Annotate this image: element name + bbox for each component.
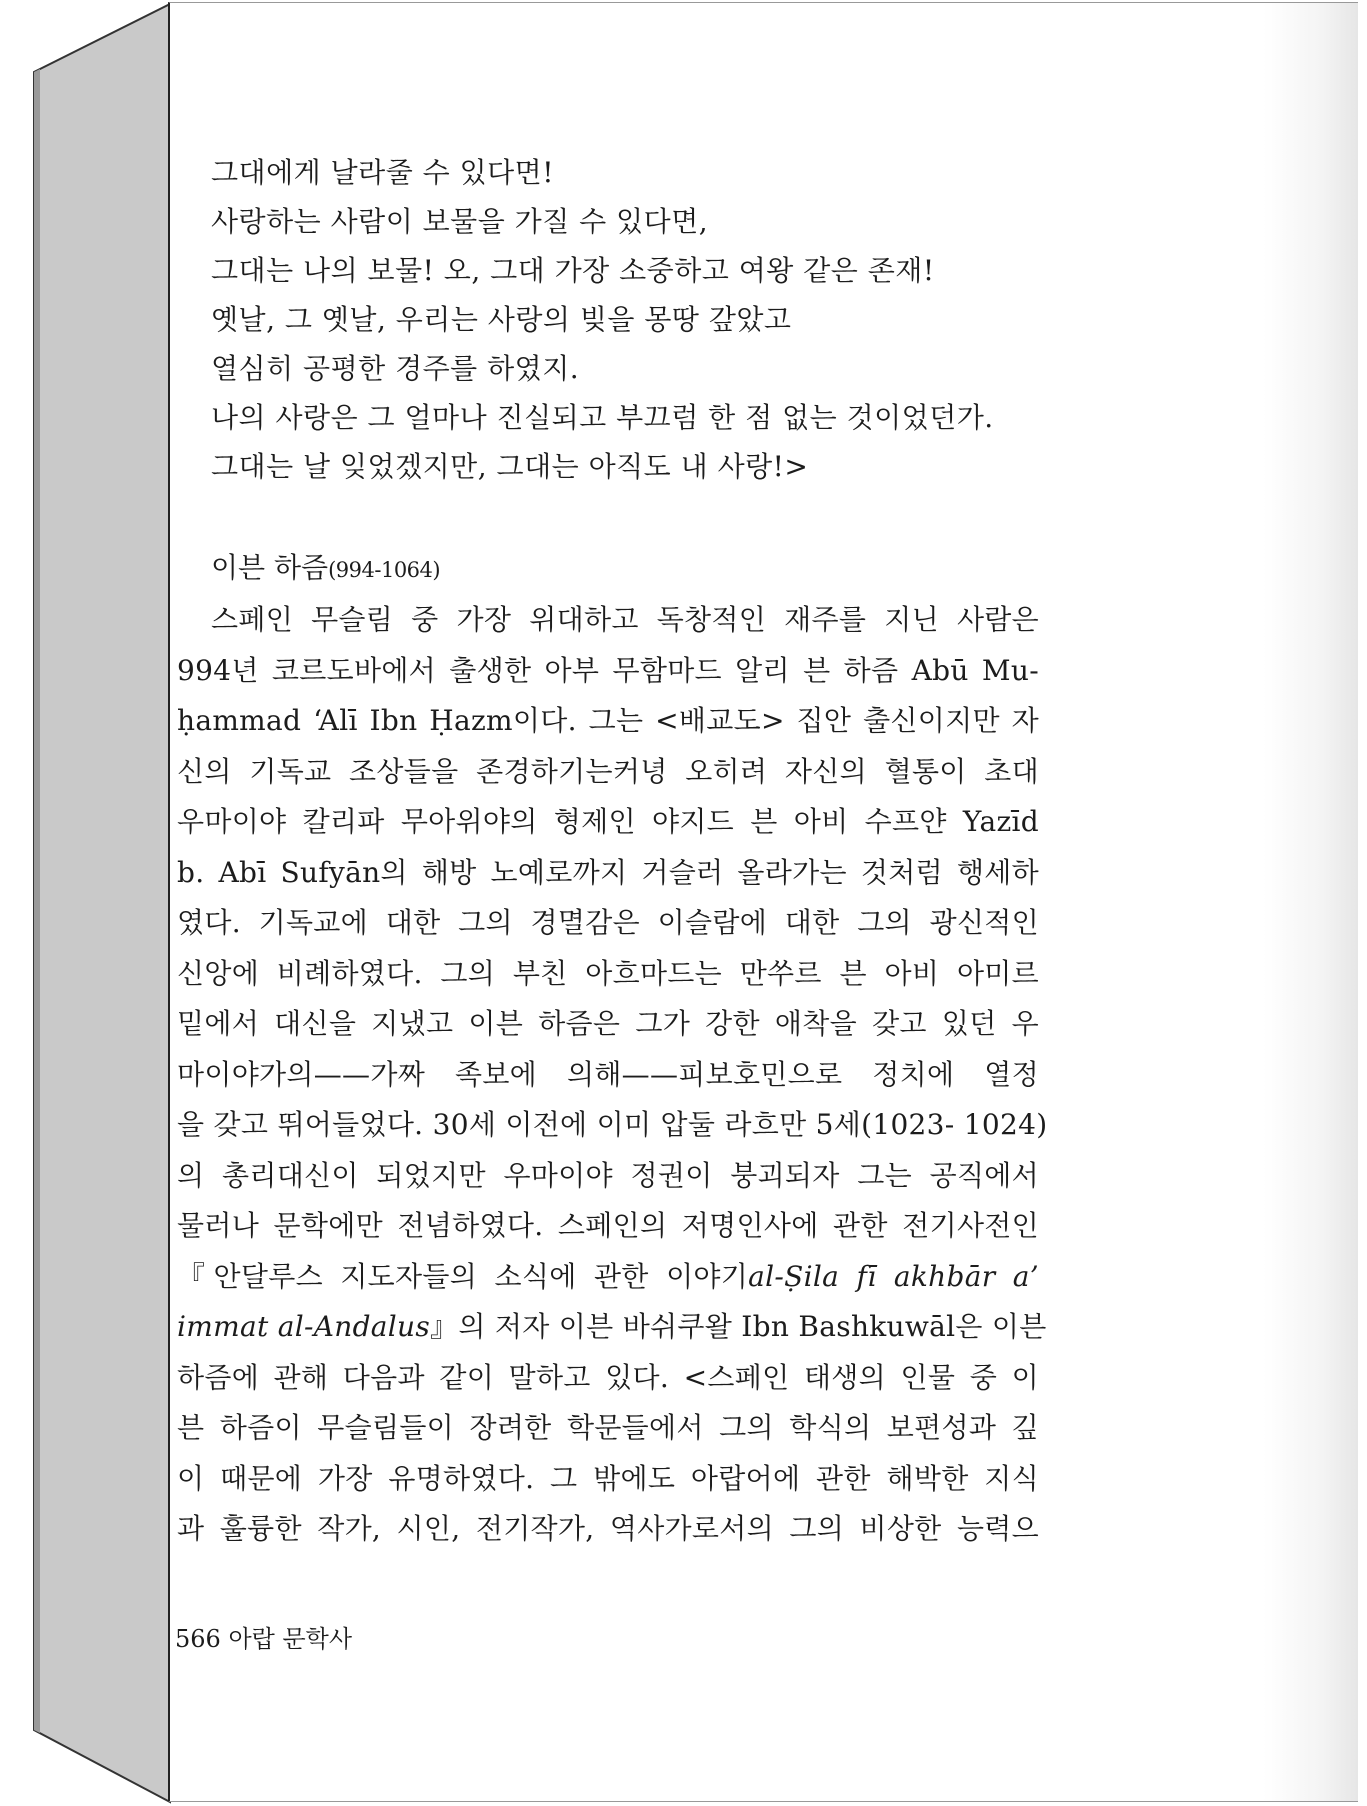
poem-line: 그대는 날 잊었겠지만, 그대는 아직도 내 사랑!>	[211, 450, 809, 483]
body-line: 994년 코르도바에서 출생한 아부 무함마드 알리 븐 하즘 Abū Mu-	[177, 653, 1039, 687]
body-line-segment: 』의 저자 이븐 바쉬쿠왈 Ibn Bashkuwāl은 이븐	[430, 1310, 1047, 1343]
body-paragraph	[177, 595, 1048, 1555]
body-line: 신앙에 비례하였다. 그의 부친 아흐마드는 만쑤르 븐 아비 아미르	[177, 956, 1039, 990]
body-line: 였다. 기독교에 대한 그의 경멸감은 이슬람에 대한 그의 광신적인	[177, 906, 1039, 939]
book-title: 아랍 문학사	[228, 1625, 353, 1653]
page-number: 566	[175, 1625, 221, 1653]
section-heading-name: 이븐 하즘	[211, 551, 329, 584]
body-line: 밑에서 대신을 지냈고 이븐 하즘은 그가 강한 애착을 갖고 있던 우	[177, 1007, 1039, 1040]
body-line: 우마이야 칼리파 무아위야의 형제인 야지드 븐 아비 수프얀 Yazīd	[177, 805, 1039, 838]
poem-line: 그대에게 날라줄 수 있다면!	[211, 156, 554, 189]
body-line: 의 총리대신이 되었지만 우마이야 정권이 붕괴되자 그는 공직에서	[177, 1158, 1039, 1192]
poem-line: 열심히 공평한 경주를 하였지.	[211, 352, 580, 385]
body-line: 과 훌륭한 작가, 시인, 전기작가, 역사가로서의 그의 비상한 능력으	[177, 1512, 1039, 1545]
body-line: 이 때문에 가장 유명하였다. 그 밖에도 아랍어에 관한 해박한 지식	[177, 1461, 1039, 1495]
body-line: 븐 하즘이 무슬림들이 장려한 학문들에서 그의 학식의 보편성과 깊	[177, 1411, 1039, 1444]
page-footer	[175, 1624, 352, 1654]
poem-block	[211, 148, 1111, 491]
book-edge-shading	[0, 0, 175, 1806]
body-line	[177, 1252, 1039, 1303]
body-line: 스페인 무슬림 중 가장 위대하고 독창적인 재주를 지닌 사람은	[211, 603, 1039, 636]
body-line	[177, 1302, 1047, 1353]
italic-title-segment: immat al-Andalus	[177, 1310, 431, 1343]
italic-title-segment: al-Ṣila fī akhbār a’	[748, 1259, 1039, 1293]
body-line: 하즘에 관해 다음과 같이 말하고 있다. <스페인 태생의 인물 중 이	[177, 1360, 1039, 1394]
body-line: ḥammad ‘Alī Ibn Ḥazm이다. 그는 <배교도> 집안 출신이지만 자	[177, 704, 1039, 737]
section-heading-years: (994-1064)	[328, 558, 441, 582]
section-heading	[211, 548, 440, 590]
body-line: 마이야가의——가짜 족보에 의해——피보호민으로 정치에 열정	[177, 1057, 1039, 1091]
poem-line: 사랑하는 사람이 보물을 가질 수 있다면,	[211, 205, 709, 238]
body-line: 물러나 문학에만 전념하였다. 스페인의 저명인사에 관한 전기사전인	[177, 1209, 1039, 1242]
poem-line: 그대는 나의 보물! 오, 그대 가장 소중하고 여왕 같은 존재!	[211, 254, 935, 287]
body-line-segment: 『안달루스 지도자들의 소식에 관한 이야기	[177, 1259, 749, 1293]
body-line: 신의 기독교 조상들을 존경하기는커녕 오히려 자신의 혈통이 초대	[177, 754, 1039, 788]
poem-line: 옛날, 그 옛날, 우리는 사랑의 빚을 몽땅 갚았고	[211, 303, 792, 336]
body-line: b. Abī Sufyān의 해방 노예로까지 거슬러 올라가는 것처럼 행세하	[177, 855, 1039, 889]
body-line: 을 갖고 뛰어들었다. 30세 이전에 이미 압둘 라흐만 5세(1023- 1024)	[177, 1108, 1048, 1141]
poem-line: 나의 사랑은 그 얼마나 진실되고 부끄럼 한 점 없는 것이었던가.	[211, 401, 994, 434]
